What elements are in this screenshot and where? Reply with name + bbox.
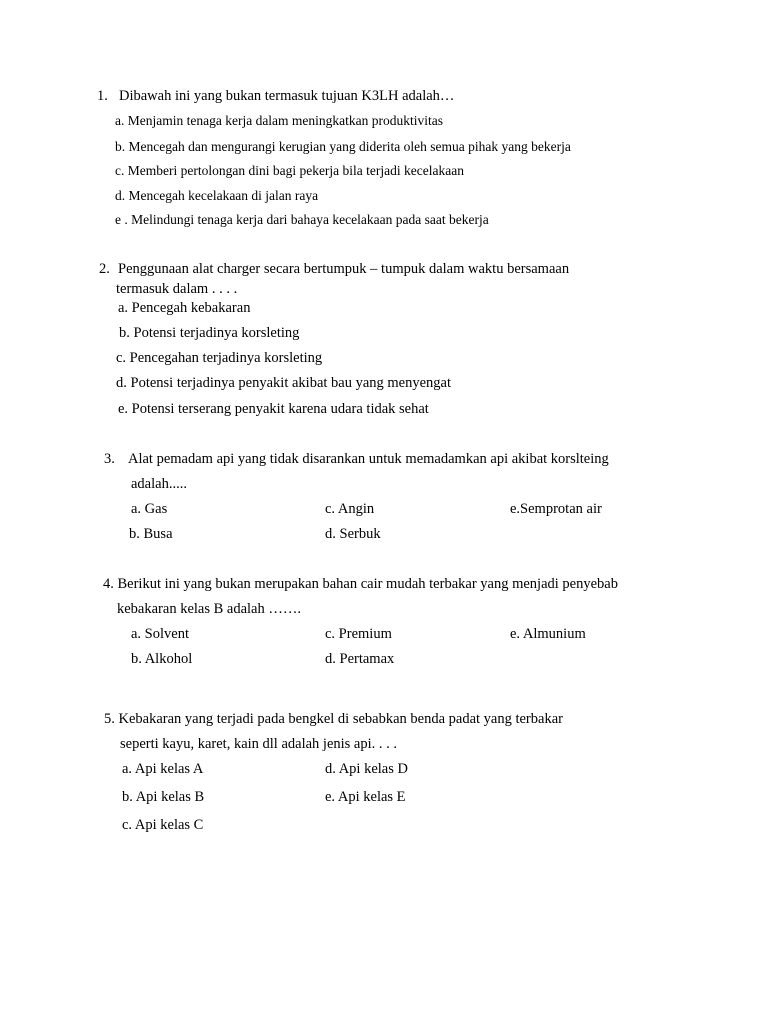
question-5-option-a: a. Api kelas A <box>122 761 204 777</box>
question-2-option-a: a. Pencegah kebakaran <box>118 300 251 316</box>
question-5-text-line2: seperti kayu, karet, kain dll adalah jenis api. . . . <box>120 736 398 752</box>
question-2-option-e: e. Potensi terserang penyakit karena udara tidak sehat <box>118 401 429 417</box>
question-1-option-d: d. Mencegah kecelakaan di jalan raya <box>115 188 319 203</box>
question-3-option-d: d. Serbuk <box>325 526 381 542</box>
question-5-text-line1: 5. Kebakaran yang terjadi pada bengkel di sebabkan benda padat yang terbakar <box>104 711 563 727</box>
question-4-option-c: c. Premium <box>325 626 392 642</box>
question-1-option-c: c. Memberi pertolongan dini bagi pekerja bila terjadi kecelakaan <box>115 163 464 178</box>
question-5-option-c: c. Api kelas C <box>122 817 204 833</box>
question-2-option-d: d. Potensi terjadinya penyakit akibat bau yang menyengat <box>116 375 452 391</box>
question-3-option-a: a. Gas <box>131 501 168 517</box>
question-1-option-e: e . Melindungi tenaga kerja dari bahaya kecelakaan pada saat bekerja <box>115 212 489 227</box>
question-4-text-line1: 4. Berikut ini yang bukan merupakan bahan cair mudah terbakar yang menjadi penyebab <box>103 576 618 592</box>
question-5-option-e: e. Api kelas E <box>325 789 406 805</box>
question-3-option-c: c. Angin <box>325 501 375 517</box>
question-3-option-b: b. Busa <box>129 526 173 542</box>
question-3-text-line1: Alat pemadam api yang tidak disarankan untuk memadamkan api akibat korslteing <box>128 451 609 467</box>
question-5-option-d: d. Api kelas D <box>325 761 408 777</box>
question-2-number: 2. <box>99 261 110 277</box>
question-2-text-line1: Penggunaan alat charger secara bertumpuk – tumpuk dalam waktu bersamaan <box>118 261 570 277</box>
question-3-number: 3. <box>104 451 115 467</box>
question-2-option-c: c. Pencegahan terjadinya korsleting <box>116 350 323 366</box>
question-2-option-b: b. Potensi terjadinya korsleting <box>119 325 300 341</box>
question-1-option-b: b. Mencegah dan mengurangi kerugian yang diderita oleh semua pihak yang bekerja <box>115 139 571 154</box>
question-5-option-b: b. Api kelas B <box>122 789 205 805</box>
question-1-text: Dibawah ini yang bukan termasuk tujuan K3LH adalah… <box>119 88 455 104</box>
question-4-option-d: d. Pertamax <box>325 651 395 667</box>
question-4-option-e: e. Almunium <box>510 626 586 642</box>
question-3-text-line2: adalah..... <box>131 476 187 492</box>
question-1-number: 1. <box>97 88 108 104</box>
question-2-text-line2: termasuk dalam . . . . <box>116 281 238 297</box>
question-4-option-b: b. Alkohol <box>131 651 193 667</box>
question-4-text-line2: kebakaran kelas B adalah ……. <box>117 601 301 617</box>
question-3-option-e: e.Semprotan air <box>510 501 602 517</box>
question-1-option-a: a. Menjamin tenaga kerja dalam meningkatkan produktivitas <box>115 113 444 128</box>
question-4-option-a: a. Solvent <box>131 626 189 642</box>
